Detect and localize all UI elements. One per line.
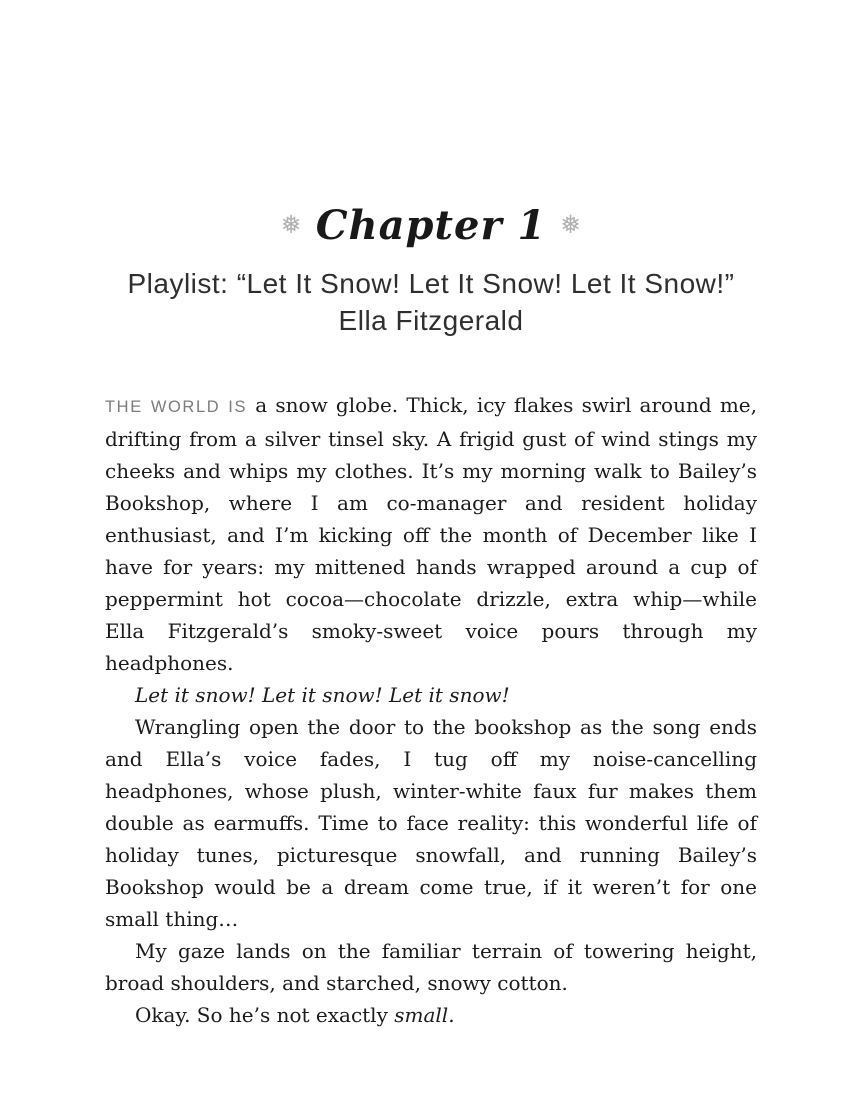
song-lyric-line: Let it snow! Let it snow! Let it snow!: [135, 683, 510, 707]
chapter-subtitle-playlist: Playlist: “Let It Snow! Let It Snow! Let It Snow!”: [127, 268, 735, 299]
chapter-title: Chapter 1: [315, 202, 547, 249]
chapter-title-row: [0, 200, 862, 252]
paragraph: Wrangling open the door to the bookshop as the song ends and Ella’s voice fades, I tug off my noise-cancelling headphones, whose plush, winter-white faux fur makes them double as earmuffs. Time to face reality: this wonderful life of holiday tunes, picturesque snowfall, and running Bailey’s Bookshop would be a dream come true, if it weren’t for one small thing…: [105, 715, 757, 931]
body-text: [105, 389, 757, 1031]
paragraph-opening-text: a snow globe. Thick, icy flakes swirl around me, drifting from a silver tinsel sky. A frigid gust of wind stings my cheeks and whips my clothes. It’s my morning walk to Bailey’s Bookshop, where I am co-manager and resident holiday enthusiast, and I’m kicking off the month of December like I have for years: my mittened hands wrapped around a cup of peppermint hot cocoa—chocolate drizzle, extra whip—while Ella Fitzgerald’s smoky-sweet voice pours through my headphones.: [105, 393, 757, 675]
snowflake-icon: ❅: [560, 209, 582, 239]
emphasized-word: small.: [394, 1003, 455, 1027]
chapter-subtitle: [0, 265, 862, 339]
snowflake-icon: ❅: [280, 209, 302, 239]
paragraph: My gaze lands on the familiar terrain of towering height, broad shoulders, and starched, snowy cotton.: [105, 939, 757, 995]
paragraph-closing-text: Okay. So he’s not exactly: [135, 1003, 395, 1027]
chapter-subtitle-artist: Ella Fitzgerald: [338, 305, 524, 336]
chapter-heading-block: [0, 200, 862, 339]
paragraph-closing: [105, 999, 757, 1031]
lead-in-small-caps: THE WORLD IS: [105, 398, 248, 416]
paragraph-opening: [105, 389, 757, 679]
